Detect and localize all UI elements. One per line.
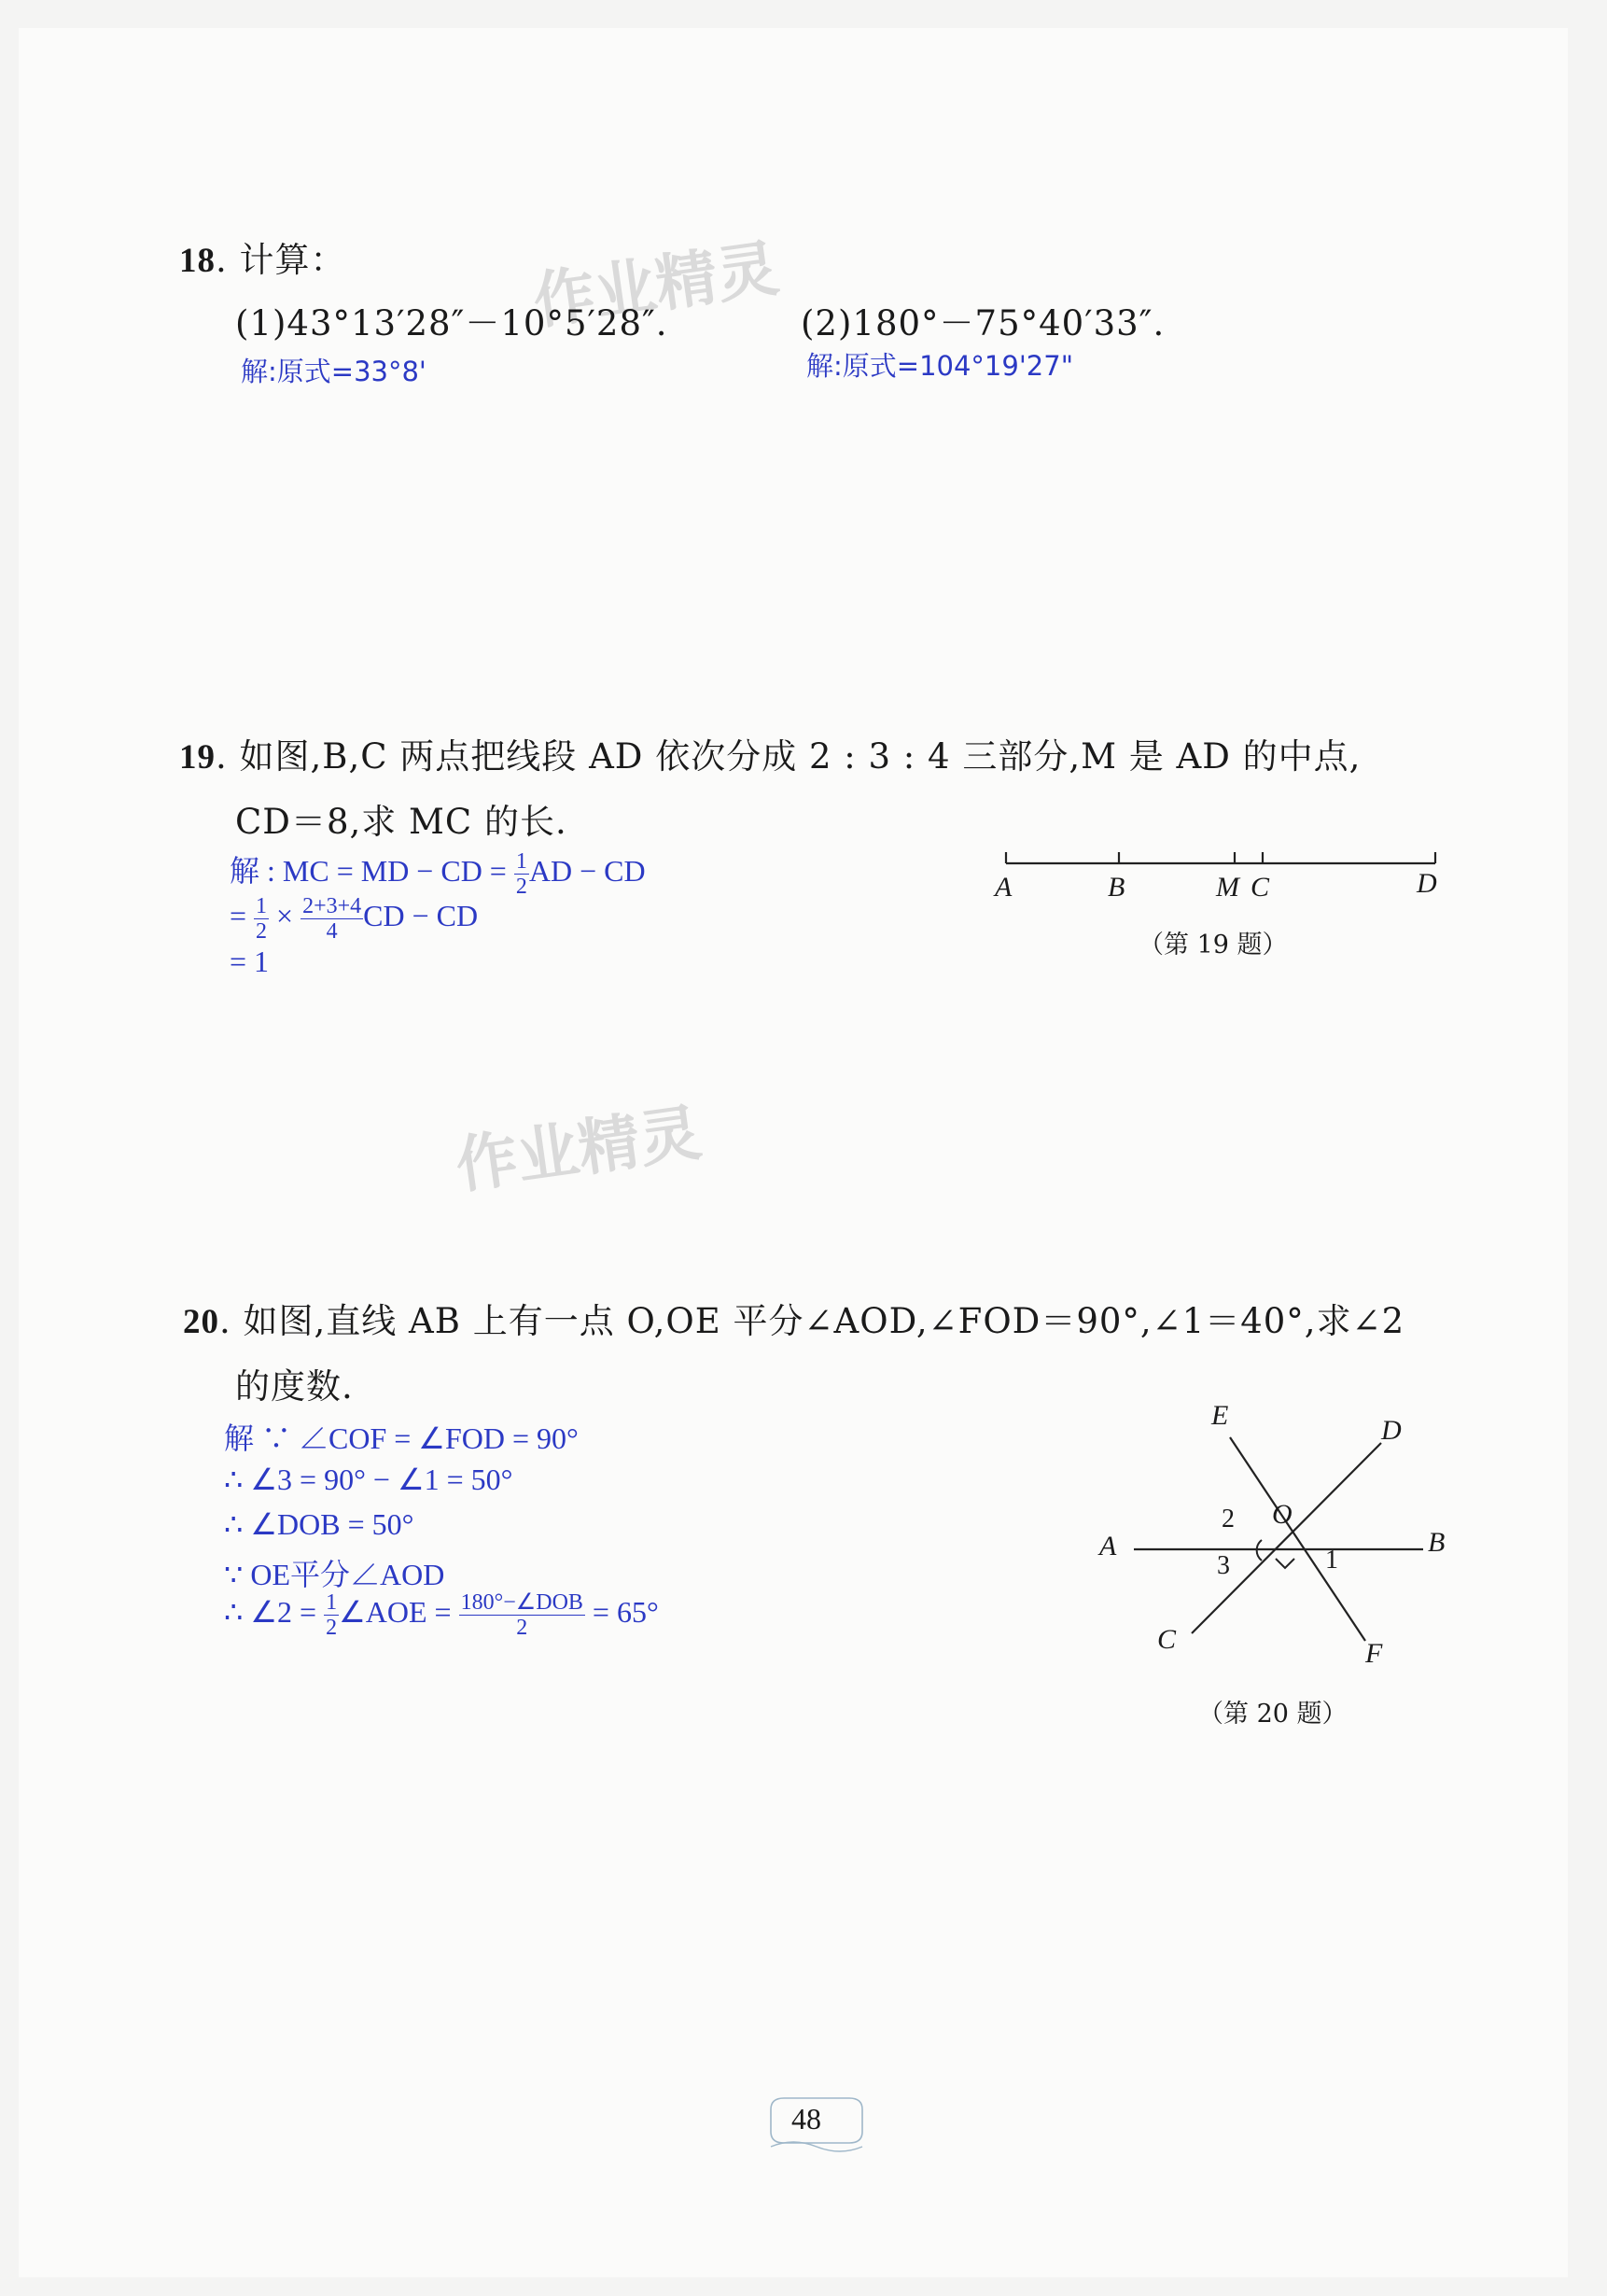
angle-label-2: 2 — [1222, 1505, 1235, 1533]
answer-19-line2: = $\frac{1}{2}$ × $\frac{2+3+4}{4}$ CD − CD — [230, 894, 479, 945]
answer-18-2: 解:原式=104°19'27" — [806, 350, 1074, 382]
fraction: $\frac{1}{2}$ — [326, 1590, 338, 1641]
watermark: 作业精灵 — [451, 1096, 706, 1202]
point-label-O: O — [1272, 1499, 1293, 1530]
fraction: $\frac{1}{2}$ — [256, 894, 268, 945]
question-number: 18 — [179, 242, 216, 280]
answer-20-line1: 解 ∵ ∠COF = ∠FOD = 90° — [224, 1421, 579, 1455]
fraction: $\frac{2+3+4}{4}$ — [302, 894, 362, 945]
point-label-D: D — [1417, 868, 1437, 899]
angle-label-3: 3 — [1217, 1551, 1230, 1580]
point-label-C: C — [1251, 872, 1270, 903]
question-20-stem-line2: 的度数. — [235, 1366, 354, 1407]
point-label-B: B — [1428, 1527, 1446, 1558]
figure-20-caption: （第 20 题） — [1198, 1700, 1348, 1729]
point-label-F: F — [1365, 1638, 1383, 1669]
answer-20-line2: ∴ ∠3 = 90° − ∠1 = 50° — [224, 1463, 513, 1496]
question-18-part2: (2)180°－75°40′33″. — [801, 303, 1166, 343]
fraction: $\frac{1}{2}$ — [515, 848, 527, 900]
point-label-B: B — [1108, 872, 1125, 903]
question-18-part1: (1)43°13′28″－10°5′28″. — [235, 303, 668, 343]
question-number: 19 — [179, 738, 216, 777]
point-label-A: A — [995, 872, 1013, 903]
figure-19-caption: （第 19 题） — [1139, 931, 1288, 959]
point-label-E: E — [1211, 1400, 1229, 1431]
point-label-M: M — [1216, 872, 1239, 903]
answer-20-line4: ∵ OE平分∠AOD — [224, 1558, 445, 1591]
answer-18-1: 解:原式=33°8' — [241, 356, 426, 387]
watermark: 作业精灵 — [528, 231, 783, 338]
point-label-A: A — [1099, 1531, 1117, 1561]
answer-19-line3: = 1 — [230, 945, 270, 978]
question-text: . 如图,直线 AB 上有一点 O,OE 平分∠AOD,∠FOD＝90°,∠1＝40°,求∠2 — [219, 1301, 1405, 1341]
answer-text: 解 : MC = MD − CD = — [230, 854, 514, 888]
answer-20-line3: ∴ ∠DOB = 50° — [224, 1507, 414, 1541]
point-label-C: C — [1157, 1624, 1177, 1655]
question-text: . 计算： — [216, 240, 346, 280]
fraction: $\frac{\text{180°−∠DOB}}{2}$ — [460, 1590, 583, 1641]
answer-20-line5: ∴ ∠2 = $\frac{1}{2}$ ∠AOE = $\frac{\text{180°−∠DOB}}{2}$ = 65° — [224, 1590, 659, 1641]
question-text: . 如图,B,C 两点把线段 AD 依次分成 2 : 3 : 4 三部分,M 是 AD 的中点, — [216, 736, 1362, 777]
answer-text: AD − CD — [528, 854, 646, 888]
page-number: 48 — [791, 2102, 821, 2135]
question-19-stem-line2: CD＝8,求 MC 的长. — [235, 802, 567, 842]
angle-label-1: 1 — [1325, 1546, 1338, 1575]
question-number: 20 — [183, 1303, 219, 1341]
point-label-D: D — [1381, 1415, 1402, 1446]
